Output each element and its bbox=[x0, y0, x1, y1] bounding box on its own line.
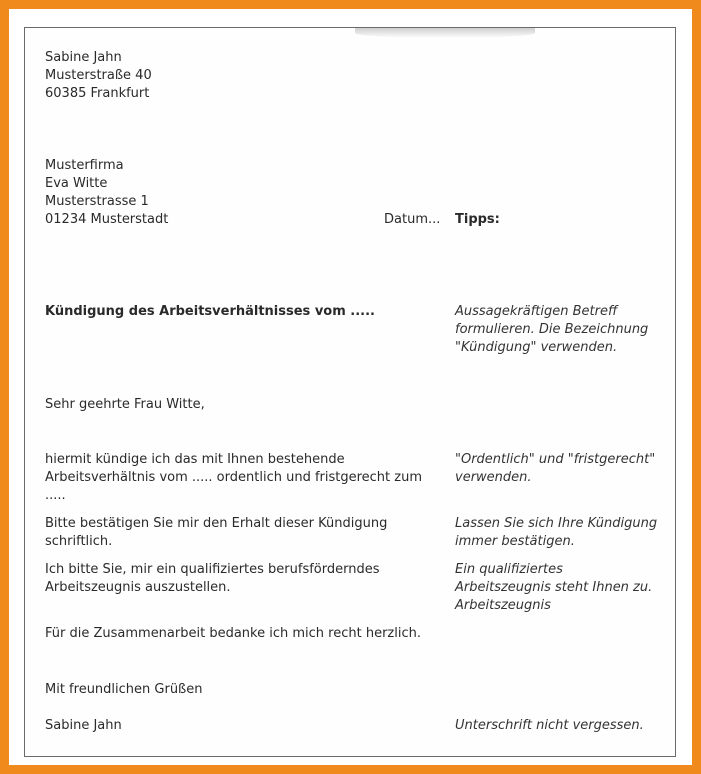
paragraph2-line-1: Bitte bestätigen Sie mir den Erhalt dieser Kündigung bbox=[45, 516, 388, 531]
tip-paragraph2-line-2: immer bestätigen. bbox=[455, 534, 575, 549]
recipient-person: Eva Witte bbox=[45, 176, 108, 191]
sender-city: 60385 Frankfurt bbox=[45, 86, 150, 101]
recipient-city: 01234 Musterstadt bbox=[45, 212, 169, 227]
signature: Sabine Jahn bbox=[45, 718, 122, 733]
tip-subject-line-3: "Kündigung" verwenden. bbox=[455, 340, 618, 355]
closing: Mit freundlichen Grüßen bbox=[45, 682, 203, 697]
tip-signature: Unterschrift nicht vergessen. bbox=[455, 718, 644, 733]
tips-heading: Tipps: bbox=[455, 212, 500, 227]
recipient-street: Musterstrasse 1 bbox=[45, 194, 149, 209]
paragraph4: Für die Zusammenarbeit bedanke ich mich recht herzlich. bbox=[45, 626, 421, 641]
tip-paragraph3-line-1: Ein qualifiziertes bbox=[455, 562, 563, 577]
paragraph3-line-2: Arbeitszeugnis auszustellen. bbox=[45, 580, 231, 595]
paragraph1-line-2: Arbeitsverhältnis vom ..... ordentlich und fristgerecht zum bbox=[45, 470, 422, 485]
subject-line: Kündigung des Arbeitsverhältnisses vom ..... bbox=[45, 304, 375, 319]
paragraph3-line-1: Ich bitte Sie, mir ein qualifiziertes berufsförderndes bbox=[45, 562, 380, 577]
date-label: Datum... bbox=[384, 212, 441, 227]
tip-subject-line-2: formulieren. Die Bezeichnung bbox=[455, 322, 649, 337]
letter-page bbox=[24, 27, 676, 757]
tip-paragraph3-line-3: Arbeitszeugnis bbox=[455, 598, 551, 613]
paragraph1-line-1: hiermit kündige ich das mit Ihnen bestehende bbox=[45, 452, 345, 467]
tip-subject-line-1: Aussagekräftigen Betreff bbox=[455, 304, 618, 319]
page-shadow bbox=[355, 28, 535, 38]
salutation: Sehr geehrte Frau Witte, bbox=[45, 397, 205, 412]
paragraph2-line-2: schriftlich. bbox=[45, 534, 113, 549]
sender-name: Sabine Jahn bbox=[45, 50, 122, 65]
sender-street: Musterstraße 40 bbox=[45, 68, 152, 83]
recipient-company: Musterfirma bbox=[45, 158, 124, 173]
tip-paragraph2-line-1: Lassen Sie sich Ihre Kündigung bbox=[455, 516, 658, 531]
tip-paragraph1-line-2: verwenden. bbox=[455, 470, 532, 485]
tip-paragraph3-line-2: Arbeitszeugnis steht Ihnen zu. bbox=[455, 580, 653, 595]
paragraph1-line-3: ..... bbox=[45, 488, 66, 503]
tip-paragraph1-line-1: "Ordentlich" und "fristgerecht" bbox=[455, 452, 656, 467]
